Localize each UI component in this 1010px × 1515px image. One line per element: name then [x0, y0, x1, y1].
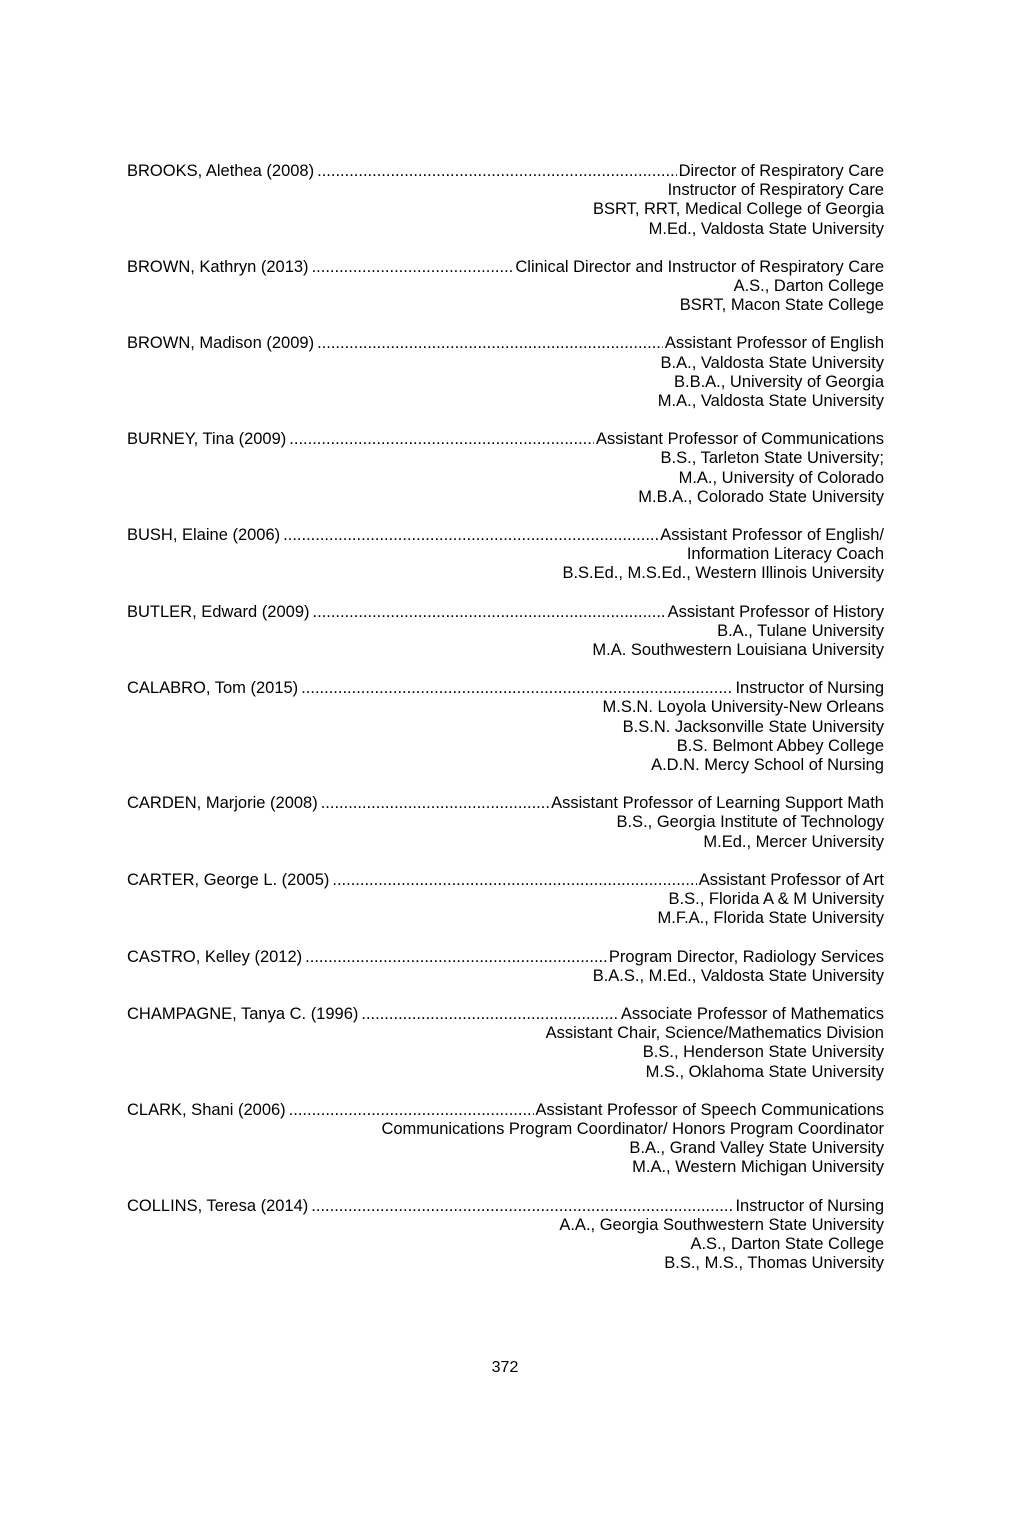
entry-heading-line	[127, 603, 884, 622]
faculty-name: CALABRO, Tom (2015)	[127, 679, 299, 698]
faculty-name: BURNEY, Tina (2009)	[127, 430, 287, 449]
entry-heading-line	[127, 948, 884, 967]
dot-leader	[321, 794, 549, 813]
faculty-title: Instructor of Nursing	[735, 1196, 884, 1215]
faculty-name: BROWN, Madison (2009)	[127, 334, 315, 353]
faculty-credential: Instructor of Respiratory Care	[667, 181, 884, 200]
entry-heading-line	[127, 258, 884, 277]
faculty-name: CLARK, Shani (2006)	[127, 1100, 286, 1119]
entry-heading-line	[127, 871, 884, 890]
faculty-credential: B.S., Henderson State University	[642, 1043, 884, 1062]
faculty-credential: M.A., University of Colorado	[678, 468, 884, 487]
entry-heading-line	[127, 1197, 884, 1216]
dot-leader	[289, 430, 594, 449]
faculty-entry	[127, 794, 884, 852]
entry-heading-line	[127, 679, 884, 698]
faculty-entry	[127, 162, 884, 239]
dot-leader	[305, 948, 607, 967]
faculty-credential: B.S.Ed., M.S.Ed., Western Illinois University	[562, 564, 884, 583]
faculty-credential: M.Ed., Mercer University	[703, 832, 884, 851]
faculty-credential: M.A., Valdosta State University	[657, 392, 884, 411]
faculty-credential: B.S.N. Jacksonville State University	[622, 717, 884, 736]
faculty-title: Instructor of Nursing	[735, 679, 884, 698]
dot-leader	[332, 871, 696, 890]
faculty-credential: B.S., Tarleton State University;	[660, 449, 884, 468]
faculty-credential: B.S., Florida A & M University	[668, 890, 884, 909]
faculty-title: Assistant Professor of Learning Support Math	[551, 794, 884, 813]
dot-leader	[312, 258, 514, 277]
faculty-name: COLLINS, Teresa (2014)	[127, 1196, 309, 1215]
entry-heading-line	[127, 1101, 884, 1120]
dot-leader	[317, 334, 663, 353]
faculty-name: CHAMPAGNE, Tanya C. (1996)	[127, 1004, 359, 1023]
faculty-credential: B.S., M.S., Thomas University	[664, 1254, 884, 1273]
faculty-title: Assistant Professor of Art	[698, 870, 884, 889]
faculty-title: Director of Respiratory Care	[678, 162, 884, 180]
faculty-credential: M.F.A., Florida State University	[657, 909, 884, 928]
faculty-entry	[127, 871, 884, 929]
faculty-title: Associate Professor of Mathematics	[620, 1004, 884, 1023]
faculty-credential: A.A., Georgia Southwestern State University	[559, 1215, 884, 1234]
entry-heading-line	[127, 162, 884, 181]
faculty-entry	[127, 603, 884, 661]
faculty-credential: A.S., Darton College	[733, 277, 884, 296]
faculty-credential: M.A. Southwestern Louisiana University	[592, 641, 884, 660]
faculty-list	[127, 162, 884, 1273]
dot-leader	[301, 679, 733, 698]
faculty-credential: Communications Program Coordinator/ Honors Program Coordinator	[381, 1119, 884, 1138]
faculty-entry	[127, 679, 884, 775]
entry-heading-line	[127, 526, 884, 545]
faculty-credential: B.A., Tulane University	[717, 621, 884, 640]
faculty-credential: B.A., Grand Valley State University	[629, 1139, 884, 1158]
entry-heading-line	[127, 334, 884, 353]
faculty-credential: A.D.N. Mercy School of Nursing	[651, 756, 884, 775]
faculty-entry	[127, 430, 884, 507]
dot-leader	[317, 162, 676, 181]
entry-heading-line	[127, 430, 884, 449]
faculty-credential: M.A., Western Michigan University	[632, 1158, 884, 1177]
faculty-name: CASTRO, Kelley (2012)	[127, 947, 303, 966]
faculty-name: BUSH, Elaine (2006)	[127, 526, 281, 545]
faculty-name: CARDEN, Marjorie (2008)	[127, 794, 318, 813]
faculty-title: Program Director, Radiology Services	[608, 947, 884, 966]
dot-leader	[289, 1101, 534, 1120]
faculty-title: Assistant Professor of English/	[660, 526, 884, 545]
faculty-credential: B.S. Belmont Abbey College	[676, 736, 884, 755]
faculty-credential: BSRT, Macon State College	[679, 296, 884, 315]
faculty-credential: B.B.A., University of Georgia	[674, 372, 884, 391]
faculty-entry	[127, 258, 884, 316]
faculty-credential: M.Ed., Valdosta State University	[648, 219, 884, 238]
faculty-title: Assistant Professor of English	[664, 334, 884, 353]
page-number: 372	[491, 1359, 519, 1376]
faculty-credential: M.B.A., Colorado State University	[638, 487, 884, 506]
entry-heading-line	[127, 1005, 884, 1024]
dot-leader	[361, 1005, 618, 1024]
faculty-entry	[127, 334, 884, 411]
faculty-credential: A.S., Darton State College	[690, 1234, 884, 1253]
faculty-credential: B.S., Georgia Institute of Technology	[616, 813, 884, 832]
faculty-credential: B.A.S., M.Ed., Valdosta State University	[592, 966, 884, 985]
dot-leader	[313, 603, 666, 622]
faculty-credential: BSRT, RRT, Medical College of Georgia	[592, 200, 884, 219]
faculty-name: BUTLER, Edward (2009)	[127, 602, 310, 621]
faculty-entry	[127, 526, 884, 584]
dot-leader	[283, 526, 658, 545]
faculty-entry	[127, 948, 884, 986]
faculty-entry	[127, 1197, 884, 1274]
faculty-title: Clinical Director and Instructor of Respiratory Care	[515, 257, 884, 276]
faculty-title: Assistant Professor of History	[667, 602, 884, 621]
faculty-credential: M.S.N. Loyola University-New Orleans	[602, 698, 884, 717]
faculty-name: CARTER, George L. (2005)	[127, 870, 330, 889]
faculty-title: Assistant Professor of Speech Communications	[535, 1100, 884, 1119]
faculty-credential: M.S., Oklahoma State University	[645, 1062, 884, 1081]
faculty-credential: Information Literacy Coach	[686, 545, 884, 564]
faculty-name: BROWN, Kathryn (2013)	[127, 257, 309, 276]
faculty-credential: B.A., Valdosta State University	[660, 353, 884, 372]
faculty-title: Assistant Professor of Communications	[596, 430, 884, 449]
faculty-name: BROOKS, Alethea (2008)	[127, 162, 315, 180]
faculty-entry	[127, 1005, 884, 1082]
faculty-credential: Assistant Chair, Science/Mathematics Division	[545, 1024, 884, 1043]
faculty-entry	[127, 1101, 884, 1178]
entry-heading-line	[127, 794, 884, 813]
dot-leader	[311, 1197, 733, 1216]
